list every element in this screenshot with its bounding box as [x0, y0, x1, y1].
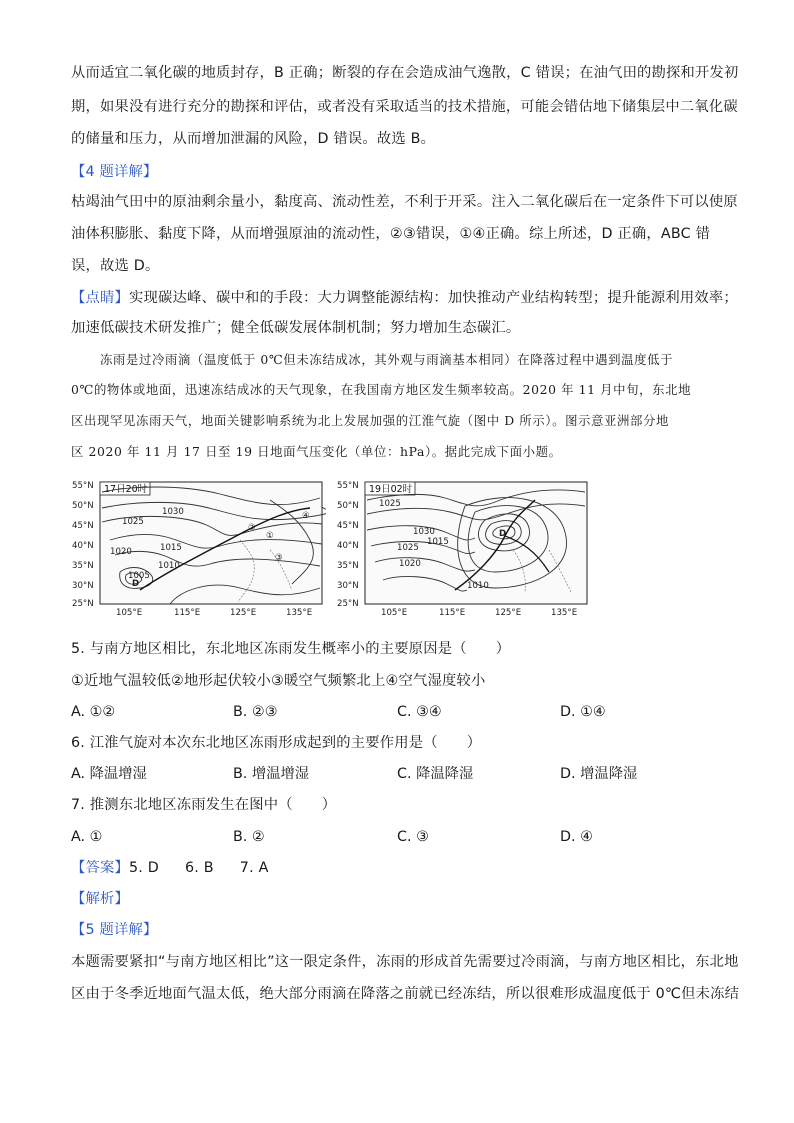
marker-3: ③	[275, 553, 283, 563]
paragraph-line: 从而适宜二氧化碳的地质封存，B 正确；断裂的存在会造成油气逸散，C 错误；在油气田的勘探和开发初	[71, 65, 739, 81]
isobar-label: 1030	[162, 507, 184, 517]
lat-label: 40°N	[337, 541, 359, 551]
isobar-label: 1030	[413, 527, 435, 537]
intro-line: 区 2020 年 11 月 17 日至 19 日地面气压变化（单位：hPa）。据此完成下面小题。	[71, 444, 562, 459]
low-label: D	[132, 579, 140, 589]
q7-option-d[interactable]: D. ④	[560, 829, 593, 845]
lat-label: 45°N	[337, 521, 359, 531]
lat-label: 30°N	[72, 581, 94, 591]
lat-label: 30°N	[337, 581, 359, 591]
lon-label: 115°E	[439, 608, 466, 618]
q5-option-d[interactable]: D. ①④	[560, 704, 606, 720]
q5-stem: 5. 与南方地区相比，东北地区冻雨发生概率小的主要原因是（ ）	[71, 641, 511, 657]
lat-label: 50°N	[337, 501, 359, 511]
paragraph-line: 期，如果没有进行充分的勘探和评估，或者没有采取适当的技术措施，可能会错估地下储集层中二氧化碳	[71, 99, 738, 115]
map-title: 19日02时	[369, 484, 413, 495]
intro-line: 区出现罕见冻雨天气，地面关键影响系统为北上发展加强的江淮气旋（图中 D 所示）。图示意亚洲部分地	[71, 413, 669, 428]
isobar-label: 1025	[122, 517, 144, 527]
lat-label: 50°N	[72, 501, 94, 511]
marker-4: ④	[302, 511, 310, 521]
answer-line	[71, 858, 731, 878]
answer-item: 5. D	[129, 860, 159, 876]
q6-option-a[interactable]: A. 降温增湿	[71, 766, 147, 782]
q7-stem: 7. 推测东北地区冻雨发生在图中（ ）	[71, 797, 337, 813]
isobar-label: 1020	[399, 559, 421, 569]
lon-label: 105°E	[381, 608, 408, 618]
answer-item: 6. B	[185, 860, 214, 876]
q7-option-a[interactable]: A. ①	[71, 829, 103, 845]
q6-stem: 6. 江淮气旋对本次东北地区冻雨形成起到的主要作用是（ ）	[71, 735, 482, 751]
q7-option-c[interactable]: C. ③	[397, 829, 429, 845]
tip-text: 实现碳达峰、碳中和的手段：大力调整能源结构：加快推动产业结构转型；提升能源利用效率；	[129, 290, 738, 306]
paragraph-line: 区由于冬季近地面气温太低，绝大部分雨滴在降落之前就已经冻结，所以很难形成温度低于 0℃但未冻结	[71, 986, 740, 1002]
paragraph-line: 油体积膨胀、黏度下降，从而增强原油的流动性，②③错误，①④正确。综上所述，D 正确，ABC 错	[71, 226, 711, 242]
paragraph-line: 误，故选 D。	[71, 258, 160, 274]
intro-line: 冻雨是过冷雨滴（温度低于 0℃但未冻结成冰，其外观与雨滴基本相同）在降落过程中遇到温度低于	[100, 352, 674, 367]
q5-option-c[interactable]: C. ③④	[397, 704, 442, 720]
lat-label: 40°N	[72, 541, 94, 551]
lat-label: 35°N	[337, 561, 359, 571]
isobar-label: 1005	[128, 571, 150, 581]
isobar-label: 1010	[158, 561, 180, 571]
lat-label: 55°N	[337, 481, 359, 491]
lon-label: 115°E	[174, 608, 201, 618]
marker-1: ①	[266, 531, 274, 541]
pressure-map-17	[70, 480, 326, 618]
pressure-map-19	[335, 480, 591, 618]
q5-option-a[interactable]: A. ①②	[71, 704, 116, 720]
analysis-label: 【解析】	[71, 891, 129, 907]
lat-label: 25°N	[72, 599, 94, 609]
lat-label: 35°N	[72, 561, 94, 571]
lat-label: 45°N	[72, 521, 94, 531]
q5-option-b[interactable]: B. ②③	[233, 704, 278, 720]
paragraph-line: 的储量和压力，从而增加泄漏的风险，D 错误。故选 B。	[71, 131, 436, 147]
isobar-label: 1015	[160, 543, 182, 553]
answer-item: 7. A	[239, 860, 269, 876]
lon-label: 125°E	[495, 608, 522, 618]
paragraph-line: 加速低碳技术研发推广；健全低碳发展体制机制；努力增加生态碳汇。	[71, 320, 521, 336]
q7-option-b[interactable]: B. ②	[233, 829, 265, 845]
isobar-label: 1025	[379, 499, 401, 509]
q6-option-b[interactable]: B. 增温增湿	[233, 766, 310, 782]
low-label: D	[499, 529, 507, 539]
q6-option-d[interactable]: D. 增温降湿	[560, 766, 638, 782]
marker-2: ②	[248, 523, 256, 533]
lat-label: 55°N	[72, 481, 94, 491]
isobar-label: 1025	[397, 543, 419, 553]
tip-label: 【点睛】	[71, 290, 129, 306]
tip-line	[71, 288, 738, 308]
paragraph-line: 枯竭油气田中的原油剩余量小，黏度高、流动性差，不利于开采。注入二氧化碳后在一定条件下可以使原	[71, 194, 738, 210]
paragraph-line: 本题需要紧扣“与南方地区相比”这一限定条件，冻雨的形成首先需要过冷雨滴，与南方地区相比，东北地	[71, 954, 739, 970]
lon-label: 125°E	[230, 608, 257, 618]
isobar-label: 1015	[427, 537, 449, 547]
lon-label: 135°E	[551, 608, 578, 618]
lon-label: 105°E	[116, 608, 143, 618]
q6-option-c[interactable]: C. 降温降湿	[397, 766, 474, 782]
pressure-map-svg	[335, 480, 591, 618]
lat-label: 25°N	[337, 599, 359, 609]
answer-label: 【答案】	[71, 860, 129, 876]
q4-heading: 【4 题详解】	[71, 164, 158, 180]
q5-detail-heading: 【5 题详解】	[71, 922, 158, 938]
isobar-label: 1020	[110, 547, 132, 557]
pressure-map-svg	[70, 480, 326, 618]
isobar-label: 1010	[467, 581, 489, 591]
map-title: 17日20时	[104, 484, 148, 495]
intro-line: 0℃的物体或地面，迅速冻结成冰的天气现象，在我国南方地区发生频率较高。2020 年 11 月中旬，东北地	[71, 382, 692, 397]
q5-items: ①近地气温较低②地形起伏较小③暖空气频繁北上④空气湿度较小	[71, 673, 486, 689]
lon-label: 135°E	[286, 608, 313, 618]
